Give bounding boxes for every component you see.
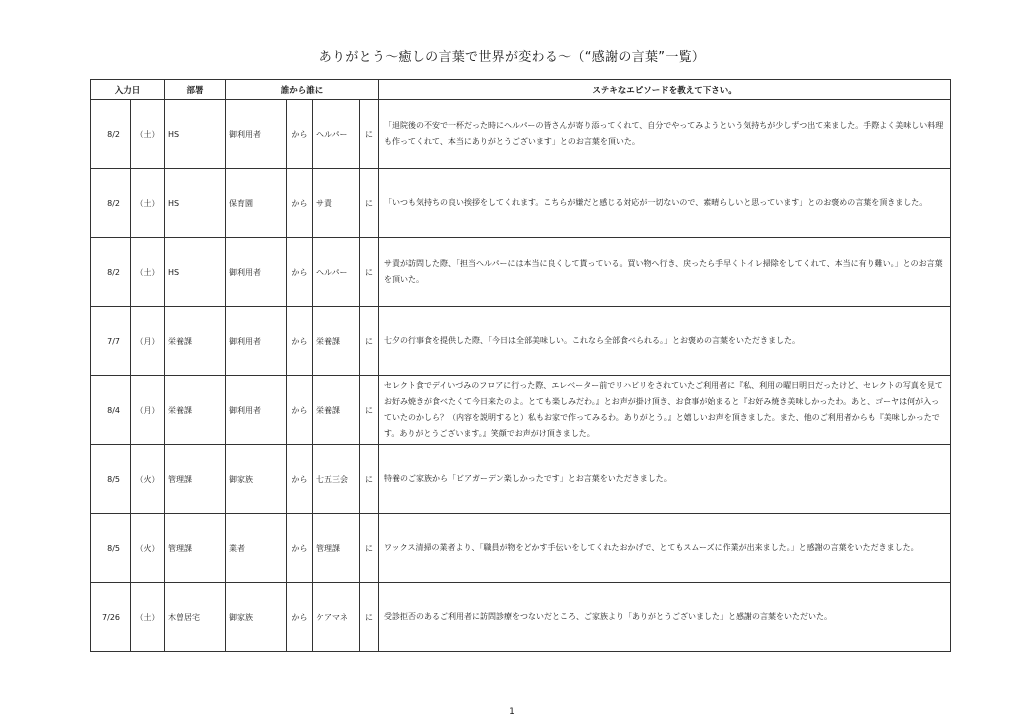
from-party: 御利用者 <box>226 238 287 307</box>
episode-text: ワックス清掃の業者より、「職員が物をどかす手伝いをしてくれたおかげで、とてもスムーズに作業が出来ました。」と感謝の言葉をいただきました。 <box>379 514 951 583</box>
from-party: 保育園 <box>226 169 287 238</box>
entry-date: 8/2 <box>91 100 131 169</box>
entry-weekday: （土） <box>131 169 165 238</box>
table-row <box>91 169 951 238</box>
to-particle: に <box>360 445 379 514</box>
from-party: 御家族 <box>226 583 287 652</box>
entry-date: 8/2 <box>91 169 131 238</box>
episode-text: 七夕の行事食を提供した際、「今日は全部美味しい。これなら全部食べられる。」とお褒めの言葉をいただきました。 <box>379 307 951 376</box>
table-row <box>91 376 951 445</box>
entry-weekday: （火） <box>131 445 165 514</box>
entry-weekday: （土） <box>131 238 165 307</box>
department: 管理課 <box>165 514 226 583</box>
from-party: 御利用者 <box>226 100 287 169</box>
from-party: 業者 <box>226 514 287 583</box>
entry-weekday: （土） <box>131 583 165 652</box>
to-particle: に <box>360 376 379 445</box>
page-number: 1 <box>509 707 515 717</box>
from-particle: から <box>287 514 313 583</box>
table-row <box>91 514 951 583</box>
department: 管理課 <box>165 445 226 514</box>
from-party: 御家族 <box>226 445 287 514</box>
episode-text: セレクト食でデイいづみのフロアに行った際、エレベーター前でリハビリをされていたご利用者に『私、利用の曜日明日だったけど、セレクトの写真を見てお好み焼きが食べたくて今日来たのよ。とても楽しみだわ。』とお声が掛け頂き、お食事が始まると『お好み焼き美味しかったわ。あと、ゴーヤは何が入っていたのかしら？（内容を説明すると）私もお家で作ってみるわ。ありがとう。』と嬉しいお声を頂きました。また、他のご利用者からも『美味しかったです。ありがとうございます。』笑顔でお声がけ頂きました。 <box>379 376 951 445</box>
from-particle: から <box>287 169 313 238</box>
header-dept: 部署 <box>165 80 226 100</box>
department: 栄養課 <box>165 307 226 376</box>
header-who: 誰から誰に <box>226 80 379 100</box>
to-party: 栄養課 <box>313 376 360 445</box>
department: 栄養課 <box>165 376 226 445</box>
to-particle: に <box>360 169 379 238</box>
episode-text: 「退院後の不安で一杯だった時にヘルパーの皆さんが寄り添ってくれて、自分でやってみようという気持ちが少しずつ出て来ました。手際よく美味しい料理も作ってくれて、本当にありがとうございます」とのお言葉を頂いた。 <box>379 100 951 169</box>
to-particle: に <box>360 238 379 307</box>
to-party: ヘルパー <box>313 238 360 307</box>
page-title: ありがとう〜癒しの言葉で世界が変わる〜（“感謝の言葉”一覧） <box>318 50 706 65</box>
entry-date: 7/7 <box>91 307 131 376</box>
to-party: 管理課 <box>313 514 360 583</box>
to-particle: に <box>360 583 379 652</box>
from-particle: から <box>287 376 313 445</box>
entry-weekday: （月） <box>131 307 165 376</box>
episode-text: 特養のご家族から「ビアガーデン楽しかったです」とお言葉をいただきました。 <box>379 445 951 514</box>
table-row <box>91 238 951 307</box>
to-particle: に <box>360 100 379 169</box>
episode-text: 受診拒否のあるご利用者に訪問診療をつないだところ、ご家族より「ありがとうございました」と感謝の言葉をいただいた。 <box>379 583 951 652</box>
from-particle: から <box>287 583 313 652</box>
episode-text: サ責が訪問した際、「担当ヘルパーには本当に良くして貰っている。買い物へ行き、戻ったら手早くトイレ掃除をしてくれて、本当に有り難い。」とのお言葉を頂いた。 <box>379 238 951 307</box>
to-party: 栄養課 <box>313 307 360 376</box>
from-particle: から <box>287 238 313 307</box>
entry-date: 7/26 <box>91 583 131 652</box>
table-row <box>91 307 951 376</box>
from-particle: から <box>287 445 313 514</box>
from-particle: から <box>287 307 313 376</box>
gratitude-table <box>90 79 951 652</box>
department: HS <box>165 169 226 238</box>
to-party: 七五三会 <box>313 445 360 514</box>
to-particle: に <box>360 514 379 583</box>
entry-weekday: （火） <box>131 514 165 583</box>
entry-date: 8/5 <box>91 514 131 583</box>
episode-text: 「いつも気持ちの良い挨拶をしてくれます。こちらが嫌だと感じる対応が一切ないので、素晴らしいと思っています」とのお褒めの言葉を頂きました。 <box>379 169 951 238</box>
entry-date: 8/2 <box>91 238 131 307</box>
department: HS <box>165 100 226 169</box>
from-party: 御利用者 <box>226 376 287 445</box>
header-date: 入力日 <box>91 80 165 100</box>
from-particle: から <box>287 100 313 169</box>
entry-weekday: （土） <box>131 100 165 169</box>
to-party: サ責 <box>313 169 360 238</box>
table-row <box>91 583 951 652</box>
entry-weekday: （月） <box>131 376 165 445</box>
entry-date: 8/4 <box>91 376 131 445</box>
department: HS <box>165 238 226 307</box>
entry-date: 8/5 <box>91 445 131 514</box>
to-particle: に <box>360 307 379 376</box>
table-row <box>91 445 951 514</box>
to-party: ケアマネ <box>313 583 360 652</box>
from-party: 御利用者 <box>226 307 287 376</box>
header-episode: ステキなエピソードを教えて下さい。 <box>379 80 951 100</box>
header-row <box>91 80 951 100</box>
department: 木曽居宅 <box>165 583 226 652</box>
table-row <box>91 100 951 169</box>
to-party: ヘルパー <box>313 100 360 169</box>
